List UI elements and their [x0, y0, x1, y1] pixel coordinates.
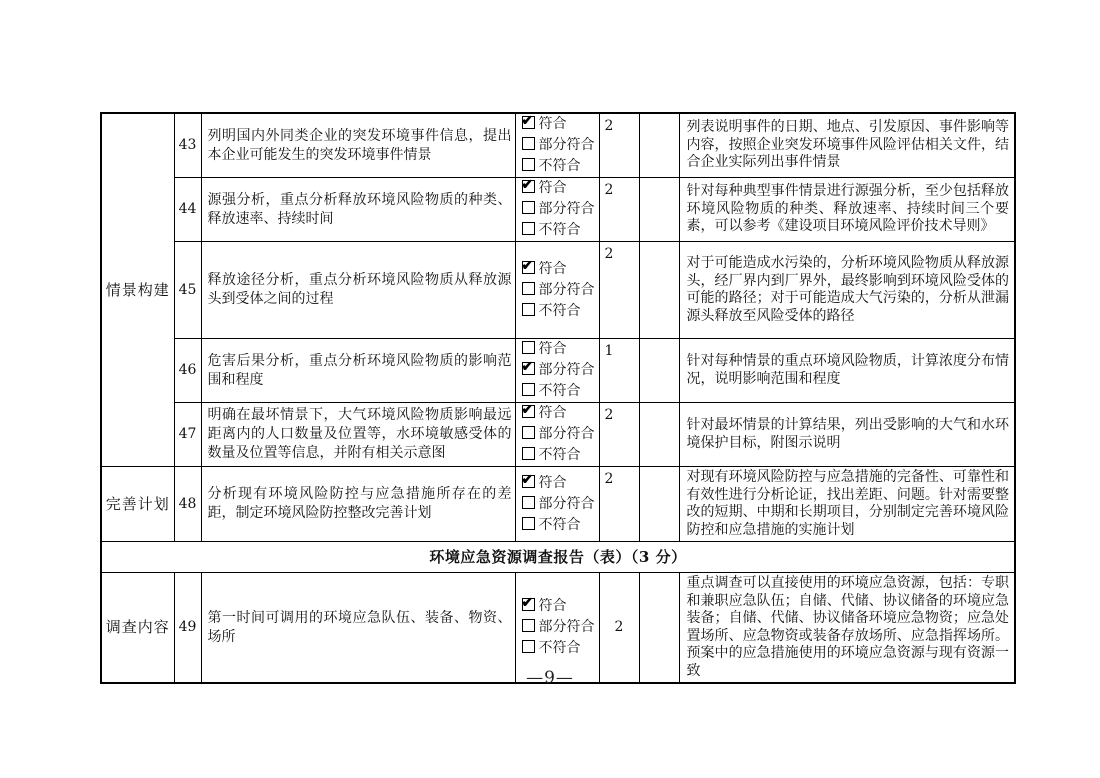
option-conform — [522, 114, 599, 135]
option-label: 不符合 — [538, 383, 581, 399]
checkbox-icon — [522, 426, 535, 439]
criteria-text: 源强分析，重点分析释放环境风险物质的种类、释放速率、持续时间 — [201, 178, 515, 242]
table-row — [101, 113, 1015, 178]
option-label: 不符合 — [538, 302, 581, 319]
standard-text: 对于可能造成水污染的，分析环境风险物质从释放源头，经厂界内到厂界外，最终影响到环境风险受体的可能的路径；对于可能造成大气污染的，分析从泄漏源头释放至风险受体的路径 — [679, 242, 1015, 339]
option-conform — [522, 178, 599, 199]
checkbox-icon — [522, 496, 535, 509]
earned-score-cell — [639, 573, 679, 684]
option-label: 不符合 — [538, 158, 581, 174]
checkbox-icon — [522, 447, 535, 460]
evaluation-table — [100, 112, 1016, 684]
row-number: 46 — [174, 339, 201, 403]
checkbox-icon — [522, 341, 535, 354]
checkbox-icon — [522, 405, 535, 418]
score-cell: 2 — [599, 113, 639, 178]
earned-score-cell — [639, 113, 679, 178]
checkbox-icon — [522, 158, 535, 171]
score-cell: 2 — [599, 573, 639, 684]
earned-score-cell — [639, 339, 679, 403]
option-nonconform — [522, 156, 599, 177]
option-conform — [522, 259, 599, 280]
earned-score-cell — [639, 403, 679, 467]
checkbox-group — [515, 113, 599, 178]
checkbox-group — [515, 178, 599, 242]
option-label: 部分符合 — [538, 619, 595, 635]
criteria-text: 释放途径分析，重点分析环境风险物质从释放源头到受体之间的过程 — [201, 242, 515, 339]
option-nonconform — [522, 445, 599, 466]
option-nonconform — [522, 638, 599, 659]
checkbox-icon — [522, 282, 535, 295]
option-label: 部分符合 — [538, 426, 595, 442]
checkbox-icon — [522, 598, 535, 611]
checkbox-icon — [522, 619, 535, 632]
earned-score-cell — [639, 467, 679, 542]
checkbox-icon — [522, 640, 535, 653]
option-label: 不符合 — [538, 516, 581, 533]
criteria-text: 明确在最坏情景下，大气环境风险物质影响最远距离内的人口数量及位置等，水环境敏感受体的数量及位置等信息，并附有相关示意图 — [201, 403, 515, 467]
score-cell: 1 — [599, 339, 639, 403]
option-partial — [522, 424, 599, 445]
checkbox-icon — [522, 222, 535, 235]
option-conform — [522, 403, 599, 424]
checkbox-icon — [522, 383, 535, 396]
option-nonconform — [522, 301, 599, 322]
standard-text: 列表说明事件的日期、地点、引发原因、事件影响等内容，按照企业突发环境事件风险评估相关文件，结合企业实际列出事件情景 — [679, 113, 1015, 178]
row-number: 45 — [174, 242, 201, 339]
option-label: 部分符合 — [538, 137, 595, 153]
section-header: 环境应急资源调查报告（表）（3 分） — [101, 542, 1015, 573]
row-number: 44 — [174, 178, 201, 242]
checkbox-icon — [522, 261, 535, 274]
row-number: 49 — [174, 573, 201, 684]
checkbox-group — [515, 242, 599, 339]
option-partial — [522, 494, 599, 515]
standard-text: 针对每种情景的重点环境风险物质，计算浓度分布情况，说明影响范围和程度 — [679, 339, 1015, 403]
checkbox-icon — [522, 303, 535, 316]
standard-text: 对现有环境风险防控与应急措施的完备性、可靠性和有效性进行分析论证，找出差距、问题。针对需要整改的短期、中期和长期项目，分别制定完善环境风险防控和应急措施的实施计划 — [679, 467, 1015, 542]
page-number: —9— — [526, 668, 574, 688]
option-partial — [522, 280, 599, 301]
row-number: 48 — [174, 467, 201, 542]
option-partial — [522, 135, 599, 156]
table-row — [101, 467, 1015, 542]
table-row — [101, 573, 1015, 684]
checkbox-icon — [522, 517, 535, 530]
checkbox-group — [515, 467, 599, 542]
option-conform — [522, 473, 599, 494]
criteria-text: 列明国内外同类企业的突发环境事件信息，提出本企业可能发生的突发环境事件情景 — [201, 113, 515, 178]
option-label: 符合 — [538, 260, 567, 277]
option-label: 部分符合 — [538, 362, 595, 378]
group-label-survey-content: 调查内容 — [101, 573, 174, 684]
section-header-row — [101, 542, 1015, 573]
table-row — [101, 403, 1015, 467]
criteria-text: 危害后果分析，重点分析环境风险物质的影响范围和程度 — [201, 339, 515, 403]
checkbox-icon — [522, 201, 535, 214]
option-nonconform — [522, 220, 599, 241]
option-nonconform — [522, 515, 599, 536]
score-cell: 2 — [599, 403, 639, 467]
row-number: 43 — [174, 113, 201, 178]
group-label-improvement-plan: 完善计划 — [101, 467, 174, 542]
option-partial — [522, 617, 599, 638]
earned-score-cell — [639, 178, 679, 242]
table-row — [101, 178, 1015, 242]
group-label-scenario: 情景构建 — [101, 113, 174, 467]
option-label: 符合 — [538, 598, 567, 614]
checkbox-icon — [522, 116, 535, 129]
option-label: 符合 — [538, 180, 567, 196]
checkbox-icon — [522, 475, 535, 488]
checkbox-group — [515, 403, 599, 467]
standard-text: 重点调查可以直接使用的环境应急资源，包括：专职和兼职应急队伍；自储、代储、协议储备的环境应急装备；自储、代储、协议储备环境应急物资；应急处置场所、应急物资或装备存放场所、应急指挥场所。预案中的应急措施使用的环境应急资源与现有资源一致 — [679, 573, 1015, 684]
criteria-text: 第一时间可调用的环境应急队伍、装备、物资、场所 — [201, 573, 515, 684]
checkbox-icon — [522, 180, 535, 193]
option-label: 部分符合 — [538, 201, 595, 217]
option-label: 符合 — [538, 405, 567, 421]
standard-text: 针对每种典型事件情景进行源强分析，至少包括释放环境风险物质的种类、释放速率、持续时间三个要素，可以参考《建设项目环境风险评价技术导则》 — [679, 178, 1015, 242]
option-label: 部分符合 — [538, 281, 595, 298]
score-cell: 2 — [599, 178, 639, 242]
checkbox-icon — [522, 362, 535, 375]
option-nonconform — [522, 381, 599, 402]
score-cell: 2 — [599, 242, 639, 339]
option-label: 符合 — [538, 116, 567, 132]
score-cell: 2 — [599, 467, 639, 542]
option-conform — [522, 596, 599, 617]
checkbox-icon — [522, 137, 535, 150]
option-label: 不符合 — [538, 640, 581, 656]
row-number: 47 — [174, 403, 201, 467]
option-partial — [522, 360, 599, 381]
earned-score-cell — [639, 242, 679, 339]
table-row — [101, 242, 1015, 339]
option-label: 部分符合 — [538, 495, 595, 512]
option-label: 不符合 — [538, 447, 581, 463]
option-label: 符合 — [538, 341, 567, 357]
checkbox-group — [515, 573, 599, 684]
option-label: 符合 — [538, 474, 567, 491]
option-partial — [522, 199, 599, 220]
option-label: 不符合 — [538, 222, 581, 238]
table-row — [101, 339, 1015, 403]
standard-text: 针对最坏情景的计算结果，列出受影响的大气和水环境保护目标，附图示说明 — [679, 403, 1015, 467]
checkbox-group — [515, 339, 599, 403]
criteria-text: 分析现有环境风险防控与应急措施所存在的差距，制定环境风险防控整改完善计划 — [201, 467, 515, 542]
